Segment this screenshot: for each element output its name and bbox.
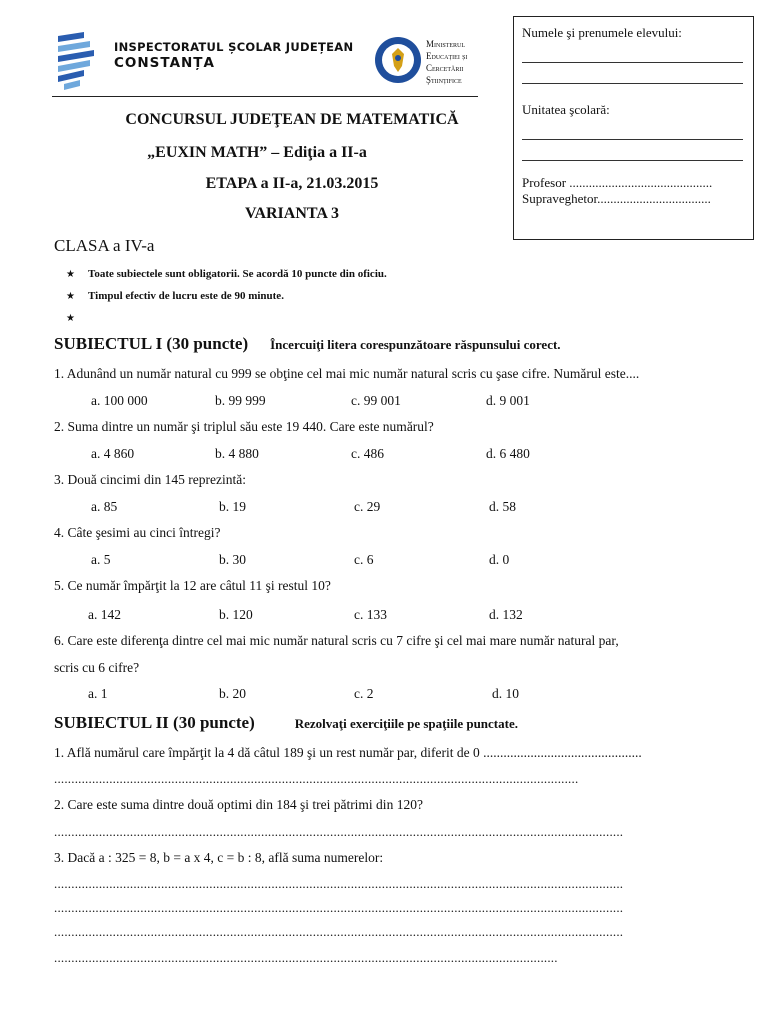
variant-title: VARIANTA 3 <box>244 205 340 222</box>
answer-option[interactable]: a. 4 860 <box>91 446 135 461</box>
ministry-line: Științifice <box>426 75 462 85</box>
section-1-title: SUBIECTUL I (30 puncte) <box>54 334 249 353</box>
answer-option[interactable]: a. 5 <box>91 552 111 567</box>
school-line[interactable] <box>522 126 743 140</box>
answer-option[interactable]: b. 30 <box>219 552 246 567</box>
section-1-instruction: Încercuiţi litera corespunzătoare răspunsului corect. <box>270 337 561 352</box>
teacher-label: Profesor ............................................ <box>522 175 713 190</box>
star-bullet-icon: ★ <box>66 313 75 324</box>
inspectorate-logo-icon <box>54 32 104 92</box>
answer-option[interactable]: c. 2 <box>354 686 374 701</box>
rule-text: Toate subiectele sunt obligatorii. Se acordă 10 puncte din oficiu. <box>88 268 387 280</box>
answer-option[interactable]: b. 20 <box>219 686 246 701</box>
contest-title: CONCURSUL JUDEŢEAN DE MATEMATICĂ <box>125 111 459 128</box>
answer-dotted-line[interactable]: ..................................................................................................................................................................... <box>54 924 624 939</box>
question-text: 1. Află numărul care împărţit la 4 dă câtul 189 şi un rest număr par, diferit de 0 ............................................... <box>54 745 642 760</box>
answer-option[interactable]: d. 6 480 <box>486 446 530 461</box>
student-info-box <box>513 16 754 240</box>
inspectorate-city: CONSTANȚA <box>114 55 215 71</box>
section-2-heading <box>54 713 518 733</box>
question-text: 1. Adunând un număr natural cu 999 se obţine cel mai mic număr natural scris cu şase cifre. Numărul este.... <box>54 366 640 381</box>
school-label: Unitatea şcolară: <box>522 102 610 117</box>
answer-option[interactable]: d. 9 001 <box>486 393 530 408</box>
ministry-line: Educației și <box>426 51 468 61</box>
star-bullet-icon: ★ <box>66 291 75 302</box>
stage-title: ETAPA a II-a, 21.03.2015 <box>205 175 379 192</box>
answer-dotted-line[interactable]: ........................................................................................................................................................ <box>54 771 579 786</box>
question-text: 5. Ce număr împărţit la 12 are câtul 11 şi restul 10? <box>54 578 331 593</box>
answer-dotted-line[interactable]: ..................................................................................................................................................................... <box>54 900 624 915</box>
answer-option[interactable]: d. 58 <box>489 499 516 514</box>
rule-text: Timpul efectiv de lucru este de 90 minute. <box>88 290 284 302</box>
answer-option[interactable]: a. 1 <box>88 686 108 701</box>
government-seal-icon <box>374 36 422 84</box>
student-name-label: Numele şi prenumele elevului: <box>522 25 682 40</box>
question-text: 3. Două cincimi din 145 reprezintă: <box>54 472 246 487</box>
answer-dotted-line[interactable]: .................................................................................................................................................. <box>54 950 558 965</box>
question-text: 2. Suma dintre un număr şi triplul său este 19 440. Care este numărul? <box>54 419 434 434</box>
rule-item <box>66 312 88 324</box>
question-text: 6. Care este diferenţa dintre cel mai mic număr natural scris cu 7 cifre şi cel mai mare număr natural par, <box>54 633 619 648</box>
answer-option[interactable]: c. 29 <box>354 499 381 514</box>
answer-dotted-line[interactable]: ..................................................................................................................................................................... <box>54 876 624 891</box>
section-2-title: SUBIECTUL II (30 puncte) <box>54 713 255 732</box>
answer-option[interactable]: a. 100 000 <box>91 393 148 408</box>
answer-option[interactable]: b. 19 <box>219 499 246 514</box>
rule-item <box>66 290 284 302</box>
star-bullet-icon: ★ <box>66 269 75 280</box>
edition-title: „EUXIN MATH” – Ediţia a II-a <box>147 144 367 161</box>
supervisor-label: Supraveghetor................................... <box>522 191 711 206</box>
answer-option[interactable]: d. 10 <box>492 686 519 701</box>
answer-option[interactable]: b. 99 999 <box>215 393 266 408</box>
answer-option[interactable]: c. 486 <box>351 446 384 461</box>
answer-dotted-line[interactable]: ..................................................................................................................................................................... <box>54 824 624 839</box>
rule-item <box>66 268 387 280</box>
ministry-line: Ministerul <box>426 39 465 49</box>
header <box>52 26 478 97</box>
class-heading: CLASA a IV-a <box>54 236 155 255</box>
answer-option[interactable]: c. 133 <box>354 607 387 622</box>
question-text: 2. Care este suma dintre două optimi din 184 şi trei pătrimi din 120? <box>54 797 423 812</box>
inspectorate-name: INSPECTORATUL ȘCOLAR JUDEȚEAN <box>114 40 354 54</box>
answer-option[interactable]: c. 6 <box>354 552 374 567</box>
answer-option[interactable]: b. 4 880 <box>215 446 259 461</box>
question-text-continued: scris cu 6 cifre? <box>54 660 140 675</box>
answer-option[interactable]: c. 99 001 <box>351 393 401 408</box>
answer-option[interactable]: d. 132 <box>489 607 523 622</box>
student-name-line[interactable] <box>522 49 743 63</box>
answer-option[interactable]: d. 0 <box>489 552 510 567</box>
answer-option[interactable]: b. 120 <box>219 607 253 622</box>
section-1-heading <box>54 334 561 354</box>
answer-option[interactable]: a. 85 <box>91 499 118 514</box>
school-line[interactable] <box>522 147 743 161</box>
answer-option[interactable]: a. 142 <box>88 607 121 622</box>
ministry-name <box>426 38 467 86</box>
student-name-line[interactable] <box>522 70 743 84</box>
question-text: 3. Dacă a : 325 = 8, b = a x 4, c = b : 8, află suma numerelor: <box>54 850 384 865</box>
ministry-line: Cercetării <box>426 63 464 73</box>
question-text: 4. Câte şesimi au cinci întregi? <box>54 525 221 540</box>
section-2-instruction: Rezolvaţi exerciţiile pe spaţiile punctate. <box>294 716 518 731</box>
